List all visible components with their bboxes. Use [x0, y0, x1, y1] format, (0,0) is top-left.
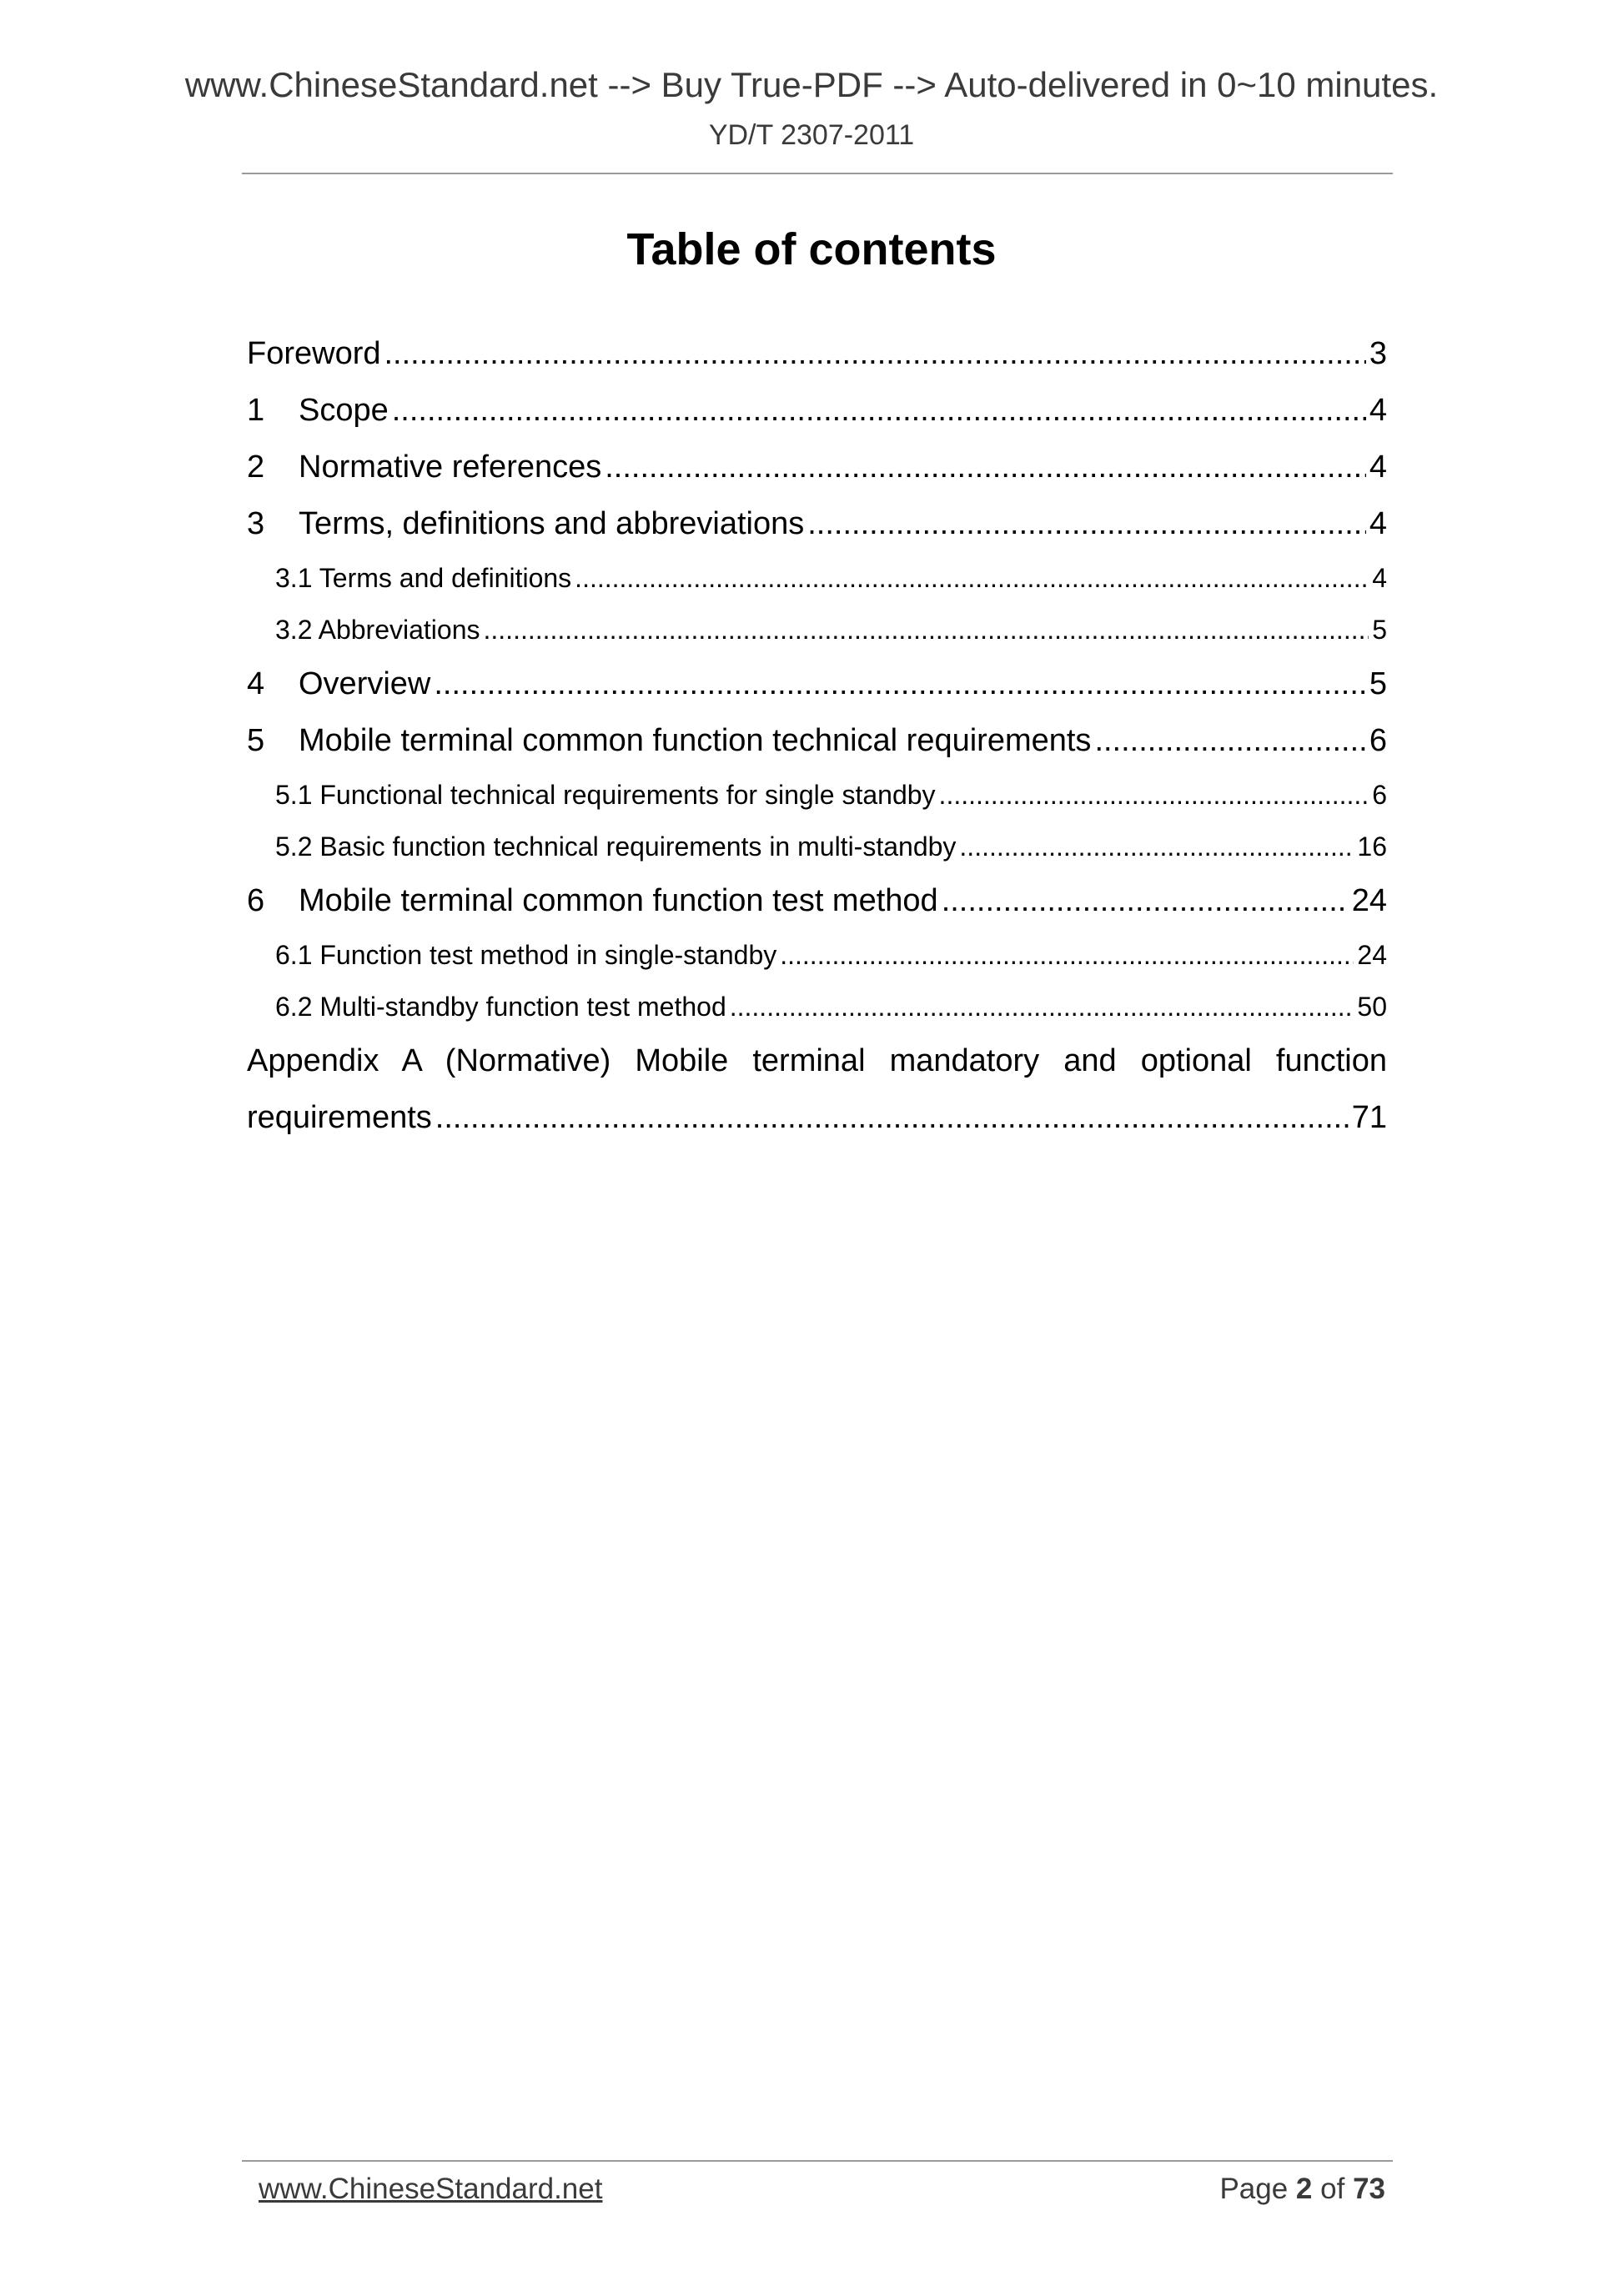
- page-current: 2: [1295, 2173, 1313, 2205]
- toc-number: 4: [247, 666, 265, 701]
- toc-leader: [730, 981, 1354, 1032]
- standard-code: YD/T 2307-2011: [708, 119, 915, 151]
- toc-entry-technical-requirements[interactable]: [247, 712, 1387, 769]
- toc-number: 3: [247, 506, 265, 541]
- page-prefix: Page: [1219, 2173, 1289, 2205]
- toc-number: 2: [247, 450, 265, 485]
- toc-page: 24: [1357, 940, 1387, 970]
- toc-leader: [384, 325, 1366, 382]
- table-of-contents: [247, 325, 1387, 1146]
- toc-leader: [435, 1089, 1349, 1146]
- toc-label: Normative references: [299, 450, 602, 485]
- toc-entry-test-method[interactable]: [247, 872, 1387, 929]
- footer-site-link[interactable]: www.ChineseStandard.net: [259, 2173, 603, 2205]
- toc-leader: [959, 821, 1354, 872]
- toc-page: 4: [1369, 450, 1387, 485]
- toc-page: 16: [1357, 831, 1387, 862]
- toc-page: 5: [1369, 666, 1387, 701]
- page-title: Table of contents: [626, 224, 997, 274]
- toc-page: 5: [1372, 615, 1387, 645]
- toc-leader: [807, 495, 1366, 552]
- toc-label: Scope: [299, 393, 389, 428]
- toc-page: 6: [1369, 723, 1387, 758]
- toc-entry-appendix-a-continued[interactable]: [247, 1089, 1387, 1146]
- toc-entry-terms[interactable]: [247, 495, 1387, 552]
- toc-number: 6: [247, 883, 265, 918]
- toc-label: requirements: [247, 1100, 432, 1135]
- toc-leader: [780, 929, 1354, 981]
- toc-label: Mobile terminal common function technical requirements: [299, 723, 1092, 758]
- toc-entry-foreword[interactable]: [247, 325, 1387, 382]
- site-banner: www.ChineseStandard.net --> Buy True-PDF --> Auto-delivered in 0~10 minutes.: [184, 65, 1439, 104]
- page-total: 73: [1353, 2173, 1385, 2205]
- toc-label: Terms, definitions and abbreviations: [299, 506, 805, 541]
- page-indicator: [1219, 2173, 1385, 2206]
- toc-entry-single-standby-test[interactable]: [247, 929, 1387, 981]
- toc-label: 5.2 Basic function technical requirements in multi-standby: [275, 831, 957, 862]
- toc-leader: [1094, 712, 1365, 769]
- toc-entry-multi-standby-test[interactable]: [247, 981, 1387, 1032]
- toc-label: 6.1 Function test method in single-standby: [275, 940, 777, 970]
- toc-entry-normative-references[interactable]: [247, 439, 1387, 495]
- toc-page: 4: [1369, 506, 1387, 541]
- toc-number: 1: [247, 393, 265, 428]
- toc-entry-scope[interactable]: [247, 382, 1387, 439]
- toc-entry-overview[interactable]: [247, 656, 1387, 712]
- toc-leader: [434, 656, 1365, 712]
- toc-leader: [605, 439, 1366, 495]
- toc-leader: [575, 552, 1369, 604]
- toc-label: 3.1 Terms and definitions: [275, 563, 572, 593]
- toc-page: 6: [1372, 780, 1387, 810]
- toc-label: 3.2 Abbreviations: [275, 615, 480, 645]
- page-of: of: [1320, 2173, 1345, 2205]
- toc-leader: [392, 382, 1366, 439]
- toc-label: 6.2 Multi-standby function test method: [275, 992, 726, 1022]
- toc-entry-appendix-a[interactable]: Appendix A (Normative) Mobile terminal mandatory and optional function: [247, 1043, 1387, 1078]
- toc-entry-single-standby-requirements[interactable]: [247, 769, 1387, 821]
- toc-entry-abbreviations[interactable]: [247, 604, 1387, 656]
- toc-page: 50: [1357, 992, 1387, 1022]
- header-divider: [242, 173, 1393, 174]
- toc-label: Mobile terminal common function test method: [299, 883, 938, 918]
- toc-leader: [484, 604, 1369, 656]
- toc-leader: [942, 872, 1349, 929]
- toc-entry-terms-definitions[interactable]: [247, 552, 1387, 604]
- toc-label: 5.1 Functional technical requirements for single standby: [275, 780, 936, 810]
- toc-number: 5: [247, 723, 265, 758]
- toc-page: 71: [1351, 1100, 1387, 1135]
- toc-page: 4: [1372, 563, 1387, 593]
- toc-page: 24: [1351, 883, 1387, 918]
- footer-divider: [242, 2160, 1393, 2162]
- toc-entry-multi-standby-requirements[interactable]: [247, 821, 1387, 872]
- toc-page: 4: [1369, 393, 1387, 428]
- toc-leader: [939, 769, 1369, 821]
- toc-page: 3: [1369, 336, 1387, 371]
- toc-label: Overview: [299, 666, 431, 701]
- toc-label: Foreword: [247, 336, 381, 371]
